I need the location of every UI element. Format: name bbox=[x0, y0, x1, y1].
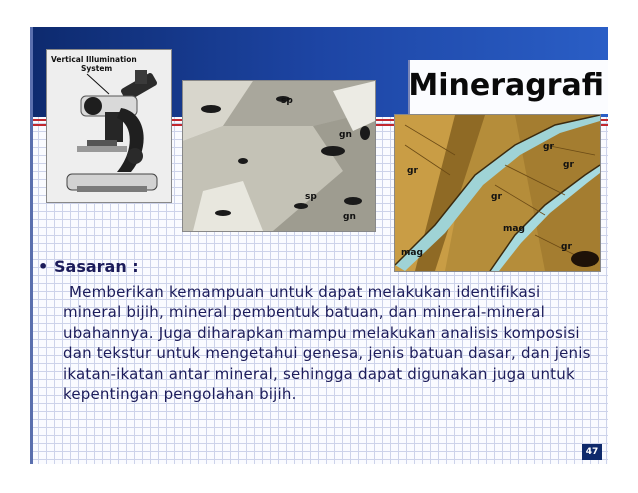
mineral-label: sp bbox=[281, 96, 293, 106]
bullet-heading-text: Sasaran : bbox=[54, 257, 139, 276]
mineral-label: gr bbox=[491, 192, 502, 202]
mineral-label: gr bbox=[561, 242, 572, 252]
mineral-label: gr bbox=[543, 142, 554, 152]
title-box bbox=[408, 60, 608, 114]
mineral-label: gr bbox=[563, 160, 574, 170]
bullet-heading bbox=[38, 257, 139, 276]
microscope-label: Vertical Illumination bbox=[51, 55, 137, 64]
body-paragraph: Memberikan kemampuan untuk dapat melakukan identifikasi mineral bijih, mineral pembentuk batuan, dan mineral-mineral ubahannya. Juga diharapkan mampu melakukan analisis komposisi dan tekstur untuk mengetahui genesa, jenis batuan dasar, dan jenis ikatan-ikatan antar mineral, sehingga dapat digunakan juga untuk kepentingan pengolahan bijih. bbox=[63, 283, 591, 403]
presentation-slide bbox=[30, 27, 608, 464]
mineral-label: gn bbox=[343, 212, 356, 222]
bullet-marker: • bbox=[38, 257, 49, 276]
polished-section-photo bbox=[182, 80, 376, 232]
page-number-badge: 47 bbox=[582, 444, 602, 460]
mineral-label: gn bbox=[339, 130, 352, 140]
left-accent-rule bbox=[30, 27, 33, 464]
mineral-label: mag bbox=[503, 224, 525, 234]
mineral-label: sp bbox=[305, 192, 317, 202]
microscope-label: System bbox=[81, 64, 113, 73]
microscope-photo bbox=[46, 49, 172, 203]
mineral-label: mag bbox=[401, 248, 423, 258]
ore-texture-photo bbox=[394, 114, 601, 272]
slide-title: Mineragrafi bbox=[408, 68, 604, 103]
mineral-label: gr bbox=[407, 166, 418, 176]
